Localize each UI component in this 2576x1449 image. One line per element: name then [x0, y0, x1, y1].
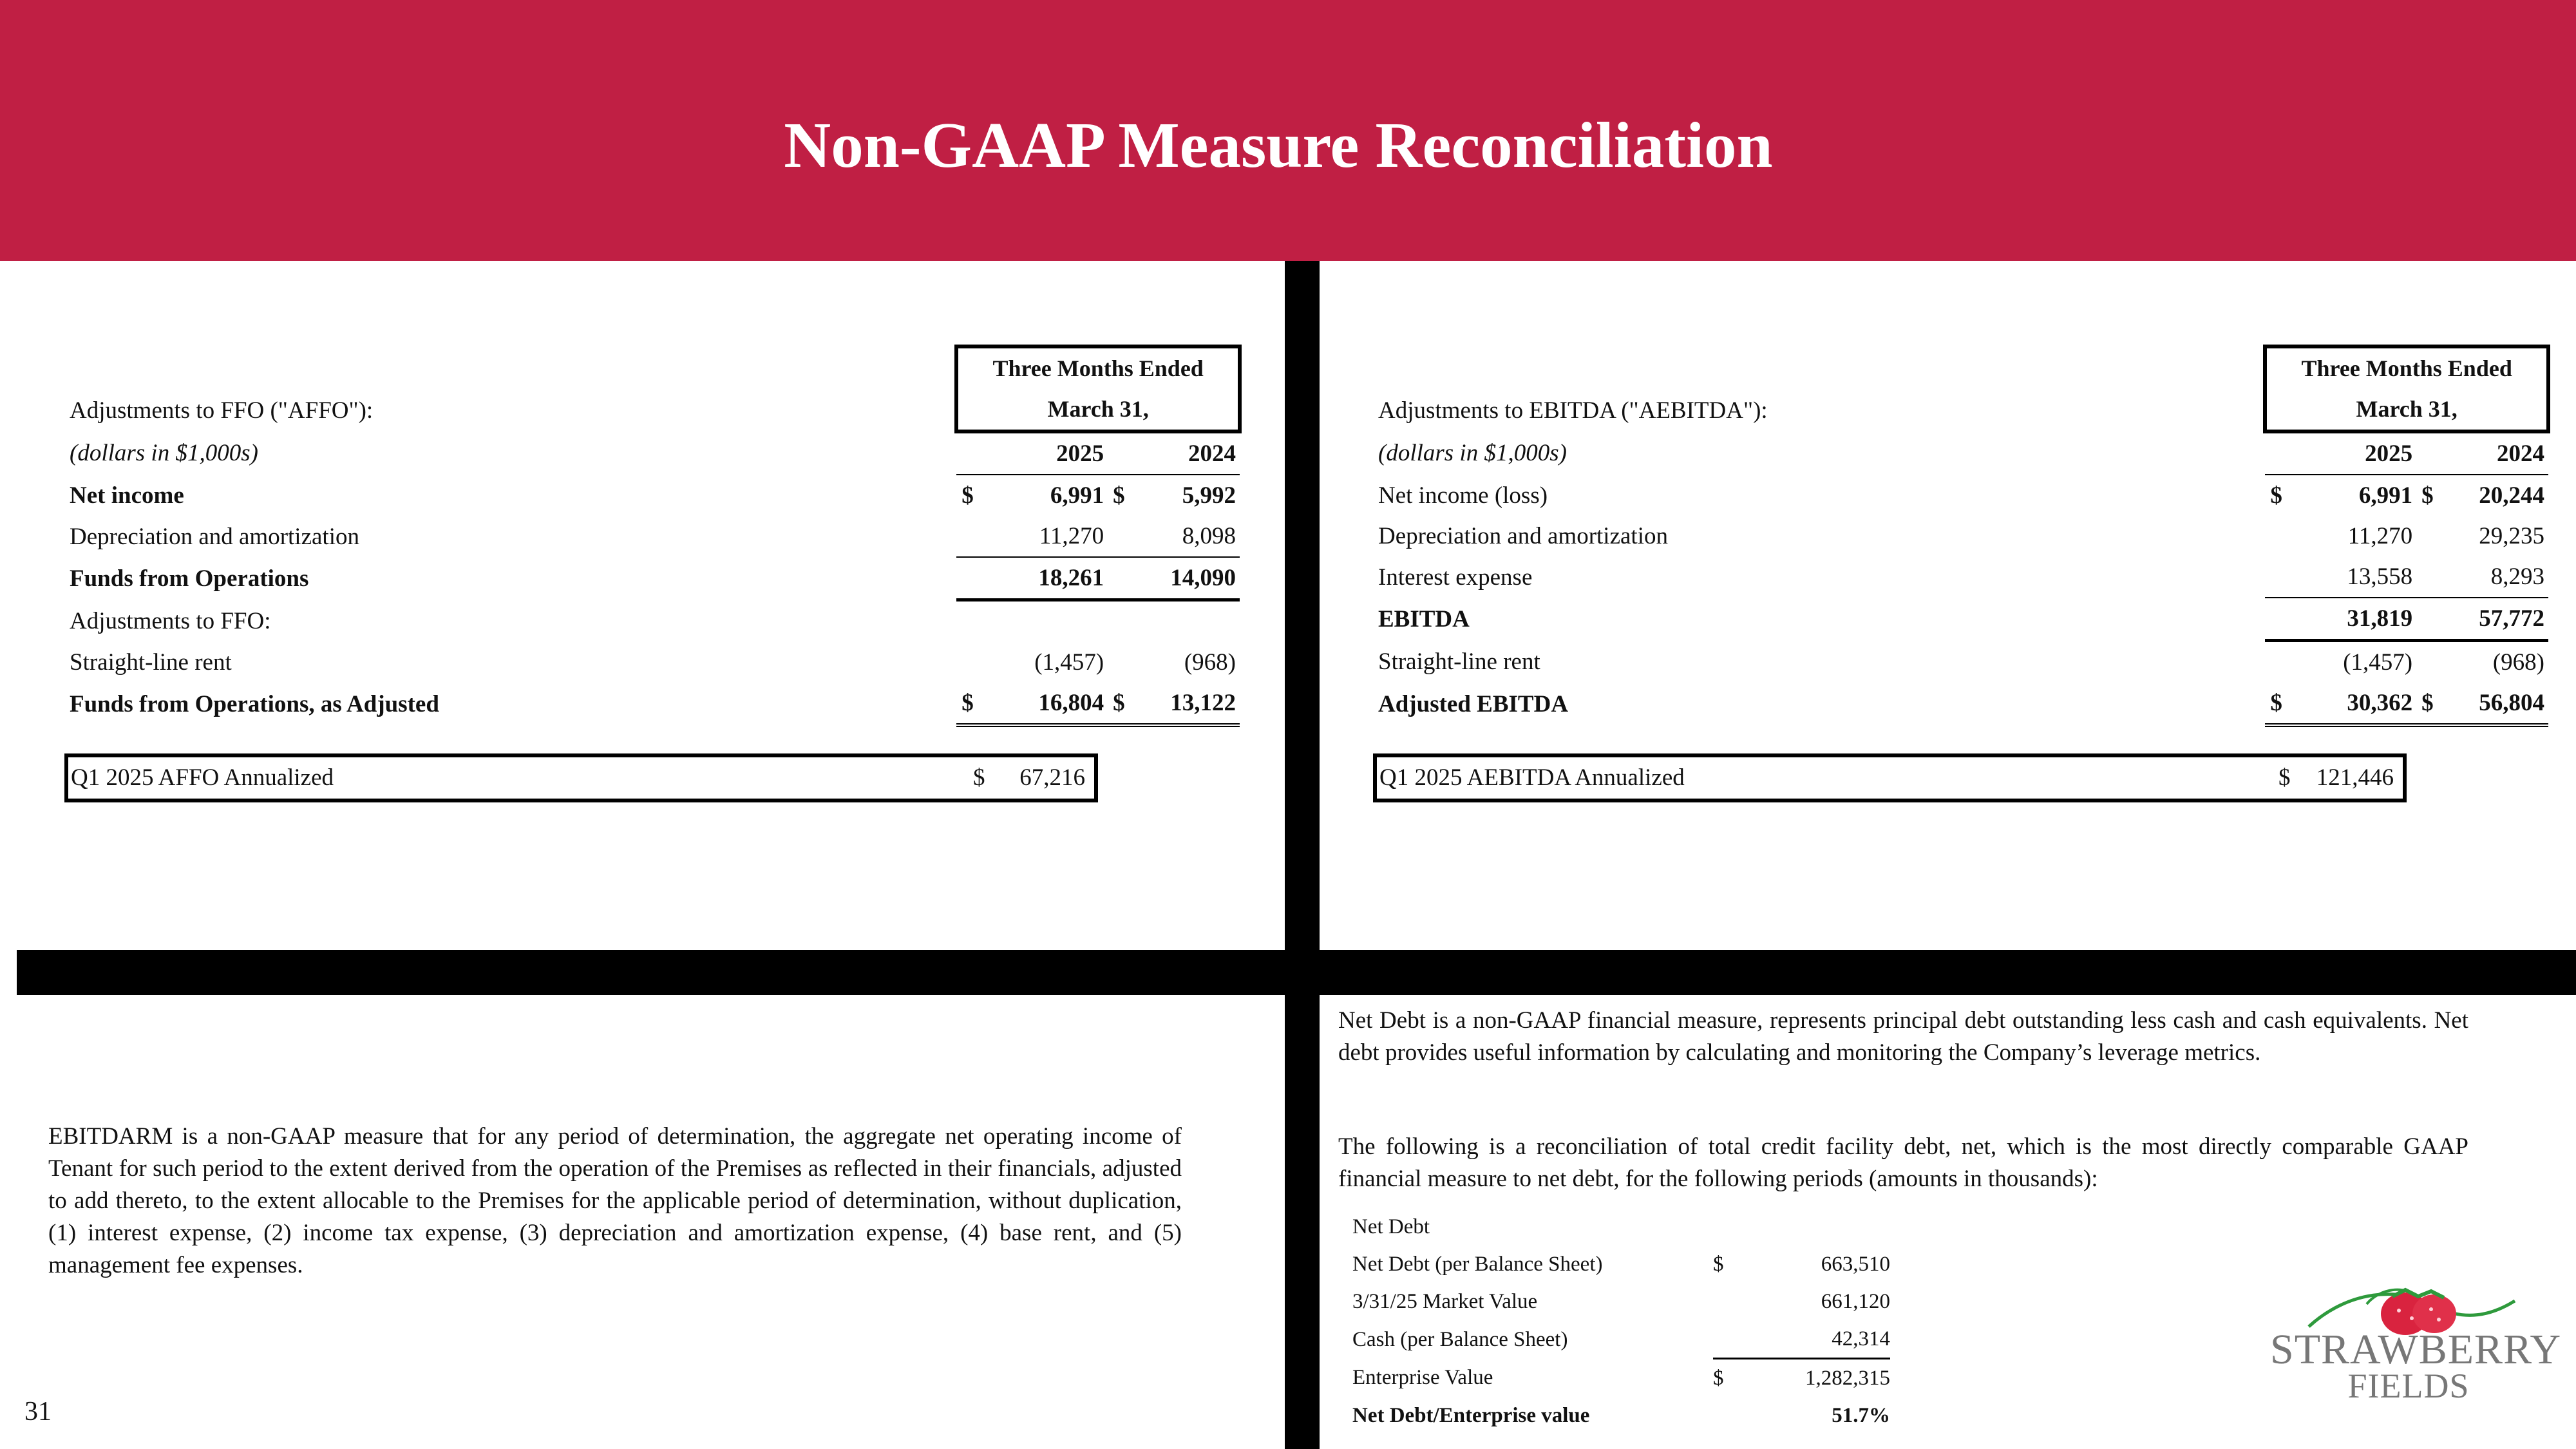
- row-label: Straight-line rent: [1378, 648, 1540, 675]
- annualized-label: Q1 2025 AFFO Annualized: [71, 764, 334, 791]
- net-debt-title: Net Debt: [1352, 1215, 1430, 1238]
- row-label: Net Debt (per Balance Sheet): [1352, 1253, 1603, 1276]
- page-number: 31: [24, 1397, 52, 1426]
- net-debt-table: [1352, 1208, 1890, 1434]
- row-label: 3/31/25 Market Value: [1352, 1290, 1538, 1313]
- currency-symbol: $: [2270, 482, 2282, 509]
- currency-symbol: $: [973, 764, 985, 791]
- vertical-divider-lower: [1285, 995, 1320, 1449]
- page-title: Non-GAAP Measure Reconciliation: [784, 109, 1773, 181]
- row-label: Cash (per Balance Sheet): [1352, 1327, 1568, 1351]
- units-label: (dollars in $1,000s): [70, 440, 258, 466]
- currency-symbol: $: [956, 683, 989, 725]
- currency-symbol: [956, 516, 989, 557]
- currency-symbol: [956, 557, 989, 600]
- currency-symbol: [1713, 1283, 1758, 1320]
- year-2024-header: 2024: [2416, 431, 2548, 475]
- period-header: Three Months Ended: [956, 346, 1240, 389]
- annualized-value: 67,216: [1019, 764, 1085, 791]
- currency-symbol: $: [2278, 764, 2291, 791]
- value-2025: 30,362: [2297, 683, 2416, 725]
- period-date: March 31,: [956, 389, 1240, 431]
- currency-symbol: $: [1113, 482, 1125, 509]
- currency-symbol: [1108, 516, 1140, 557]
- value-2024: 8,098: [1140, 516, 1240, 557]
- aebitda-caption: Adjustments to EBITDA ("AEBITDA"):: [1378, 397, 1768, 424]
- row-value: 661,120: [1821, 1290, 1890, 1313]
- row-value: 42,314: [1758, 1320, 1890, 1359]
- aebitda-table: [1378, 345, 2550, 727]
- row-label: Net Debt/Enterprise value: [1352, 1404, 1590, 1427]
- value-2025: 31,819: [2297, 598, 2416, 641]
- value-2025: 11,270: [989, 516, 1108, 557]
- value-2025: [989, 600, 1108, 643]
- value-2025: 16,804: [989, 683, 1108, 725]
- currency-symbol: $: [961, 482, 974, 509]
- currency-symbol: [2265, 641, 2297, 683]
- period-header: Three Months Ended: [2265, 346, 2548, 389]
- value-2024: [1140, 600, 1240, 643]
- currency-symbol: [956, 642, 989, 683]
- value-2025: 13,558: [2297, 556, 2416, 598]
- aebitda-annualized-box: [1373, 753, 2407, 802]
- row-label: EBITDA: [1378, 605, 1470, 632]
- annualized-value: 121,446: [2316, 764, 2394, 791]
- value-2025: 6,991: [2358, 482, 2413, 509]
- value-2024: (968): [1184, 649, 1236, 676]
- value-2024: 13,122: [1140, 683, 1240, 725]
- currency-symbol: [1108, 557, 1140, 600]
- value-2024: 5,992: [1182, 482, 1236, 509]
- horizontal-divider: [17, 950, 2576, 995]
- year-2025-header: 2025: [956, 431, 1108, 475]
- row-label: Net income (loss): [1378, 482, 1548, 509]
- currency-symbol: $: [1713, 1253, 1724, 1276]
- aebitda-table-section: [1378, 345, 2550, 727]
- row-label: Enterprise Value: [1352, 1366, 1493, 1390]
- ebitdarm-definition: EBITDARM is a non-GAAP measure that for any period of determination, the aggregate net operating income of Tenant for such period to the extent derived from the operation of the Premises as reflected in their financials, adjusted to add thereto, to the extent allocable to the Premises for the applicable period of determination, without duplication, (1) interest expense, (2) income tax expense, (3) depreciation and amortization expense, (4) base rent, and (5) management fee expenses.: [48, 1123, 1182, 1278]
- row-label: Depreciation and amortization: [70, 523, 359, 550]
- row-label: Depreciation and amortization: [1378, 523, 1668, 549]
- logo-line2: FIELDS: [2347, 1367, 2470, 1405]
- net-debt-table-section: [1352, 1208, 1890, 1434]
- value-2025: 11,270: [2347, 523, 2413, 549]
- currency-symbol: [1108, 600, 1140, 643]
- currency-symbol: [2265, 516, 2297, 556]
- logo-line1: STRAWBERRY: [2270, 1326, 2562, 1373]
- value-2025: 18,261: [989, 557, 1108, 600]
- company-logo: [2270, 1278, 2562, 1407]
- value-2025: 6,991: [1050, 482, 1104, 509]
- value-2024: 14,090: [1140, 557, 1240, 600]
- vertical-divider: [1285, 261, 1320, 950]
- net-debt-definition: Net Debt is a non-GAAP financial measure, represents principal debt outstanding less cash and cash equivalents. Net debt provides useful information by calculating and monitoring the Company’s leverage metrics.: [1338, 1007, 2468, 1066]
- row-value: 51.7%: [1832, 1404, 1890, 1427]
- currency-symbol: $: [2265, 683, 2297, 725]
- currency-symbol: [2416, 598, 2448, 641]
- currency-symbol: [956, 600, 989, 643]
- value-2025: (1,457): [1034, 649, 1104, 676]
- currency-symbol: $: [1108, 683, 1140, 725]
- row-label: Net income: [70, 482, 184, 509]
- net-debt-reconciliation-intro: The following is a reconciliation of total credit facility debt, net, which is the most directly comparable GAAP financial measure to net debt, for the following periods (amounts in thousands):: [1338, 1133, 2468, 1192]
- currency-symbol: $: [2421, 482, 2434, 509]
- units-label: (dollars in $1,000s): [1378, 440, 1567, 466]
- value-2024: 56,804: [2448, 683, 2548, 725]
- row-label: Funds from Operations: [70, 565, 309, 592]
- currency-symbol: [2265, 598, 2297, 641]
- annualized-label: Q1 2025 AEBITDA Annualized: [1379, 764, 1685, 791]
- row-value: 1,282,315: [1805, 1367, 1890, 1390]
- period-date: March 31,: [2265, 389, 2548, 431]
- affo-table: [70, 345, 1242, 727]
- currency-symbol: [1713, 1320, 1758, 1359]
- row-label: Interest expense: [1378, 564, 1533, 591]
- row-label: Straight-line rent: [70, 649, 232, 676]
- year-2025-header: 2025: [2265, 431, 2416, 475]
- currency-symbol: $: [2416, 683, 2448, 725]
- value-2024: 20,244: [2479, 482, 2544, 509]
- currency-symbol: [2265, 556, 2297, 598]
- row-label: Adjustments to FFO:: [70, 607, 271, 634]
- currency-symbol: [1108, 642, 1140, 683]
- affo-caption: Adjustments to FFO ("AFFO"):: [70, 397, 374, 424]
- value-2024: 8,293: [2448, 556, 2548, 598]
- currency-symbol: [2416, 556, 2448, 598]
- affo-annualized-box: [64, 753, 1098, 802]
- value-2024: (968): [2492, 649, 2544, 676]
- year-2024-header: 2024: [1108, 431, 1240, 475]
- row-value: 663,510: [1821, 1253, 1890, 1276]
- row-label: Adjusted EBITDA: [1378, 690, 1569, 717]
- currency-symbol: [2416, 516, 2448, 556]
- currency-symbol: [1713, 1397, 1758, 1434]
- value-2024: 29,235: [2479, 523, 2544, 549]
- value-2025: (1,457): [2343, 649, 2413, 676]
- affo-table-section: [70, 345, 1242, 727]
- currency-symbol: $: [1713, 1367, 1724, 1390]
- currency-symbol: [2416, 641, 2448, 683]
- value-2024: 57,772: [2448, 598, 2548, 641]
- row-label: Funds from Operations, as Adjusted: [70, 690, 439, 717]
